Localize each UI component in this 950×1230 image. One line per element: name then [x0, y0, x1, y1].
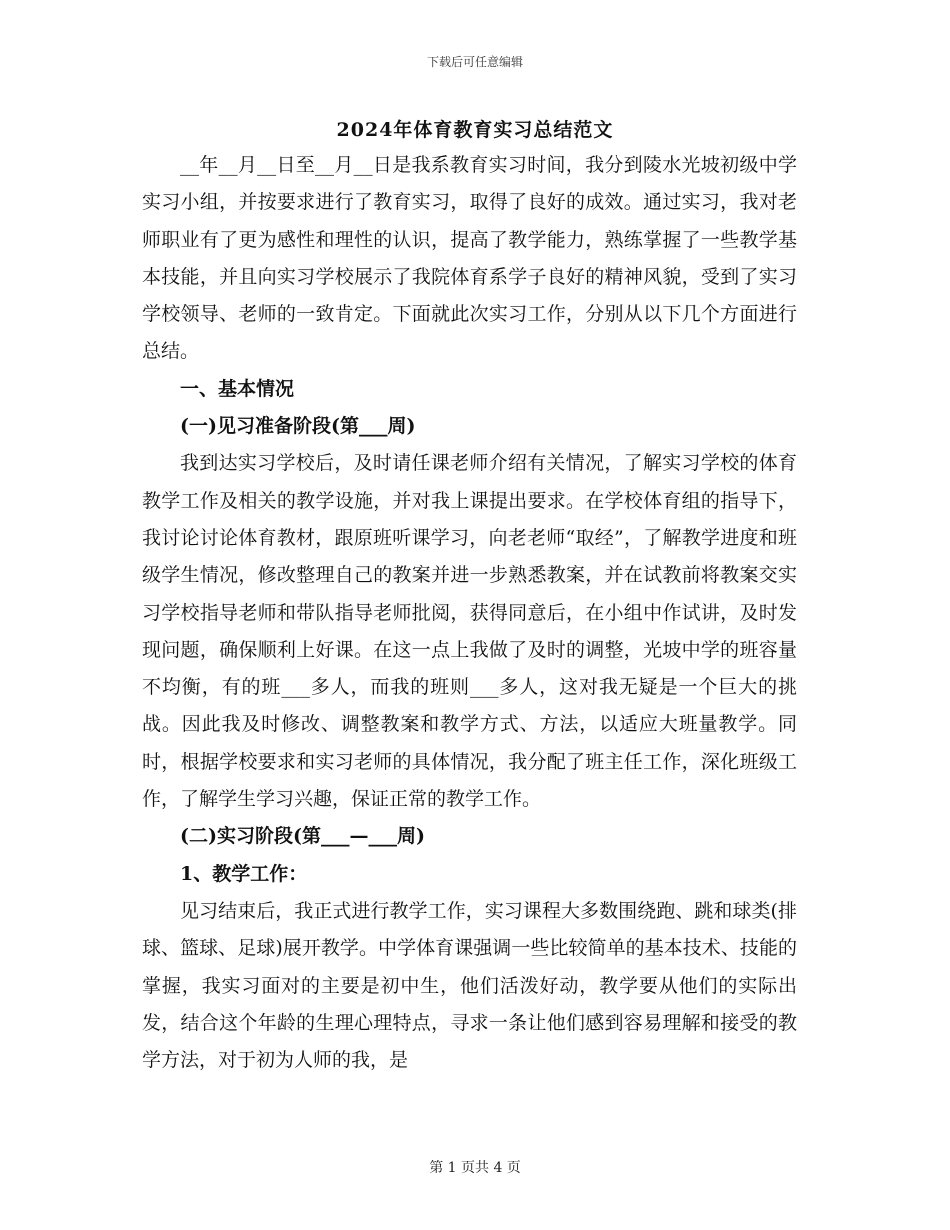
- header-note: 下载后可任意编辑: [426, 55, 523, 69]
- section-heading-basic-info: 一、基本情况: [180, 377, 295, 400]
- item-heading-teaching: 1、教学工作：: [180, 862, 308, 885]
- intro-paragraph: __年__月__日至__月__日是我系教育实习时间，我分到陵水光坡初级中学实习小组，并按要求进行了教育实习，取得了良好的成效。通过实习，我对老师职业有了更为感性和理性的认识，提高了教学能力，熟练掌握了一些教学基本技能，并且向实习学校展示了我院体育系学子良好的精神风貌，受到了实习学校领导、老师的一致肯定。下面就此次实习工作，分别从以下几个方面进行总结。: [142, 154, 797, 363]
- document-body: [142, 147, 797, 1079]
- teaching-paragraph: 见习结束后，我正式进行教学工作，实习课程大多数围绕跑、跳和球类(排球、篮球、足球)展开教学。中学体育课强调一些比较简单的基本技术、技能的掌握，我实习面对的主要是初中生，他们活泼好动，教学要从他们的实际出发，结合这个年龄的生理心理特点，寻求一条让他们感到容易理解和接受的教学方法，对于初为人师的我，是: [142, 899, 797, 1072]
- document-title: 2024年体育教育实习总结范文: [336, 119, 614, 141]
- page-footer: 第 1 页共 4 页: [429, 1160, 521, 1176]
- subsection-heading-observation: (一)见习准备阶段(第___周): [180, 415, 416, 438]
- observation-paragraph: 我到达实习学校后，及时请任课老师介绍有关情况，了解实习学校的体育教学工作及相关的教学设施，并对我上课提出要求。在学校体育组的指导下，我讨论讨论体育教材，跟原班听课学习，向老老师“取经”，了解教学进度和班级学生情况，修改整理自己的教案并进一步熟悉教案，并在试教前将教案交实习学校指导老师和带队指导老师批阅，获得同意后，在小组中作试讲，及时发现问题，确保顺利上好课。在这一点上我做了及时的调整，光坡中学的班容量不均衡，有的班___多人，而我的班则___多人，这对我无疑是一个巨大的挑战。因此我及时修改、调整教案和教学方式、方法，以适应大班量教学。同时，根据学校要求和实习老师的具体情况，我分配了班主任工作，深化班级工作，了解学生学习兴趣，保证正常的教学工作。: [142, 452, 797, 811]
- subsection-heading-internship: (二)实习阶段(第___—___周): [180, 825, 425, 848]
